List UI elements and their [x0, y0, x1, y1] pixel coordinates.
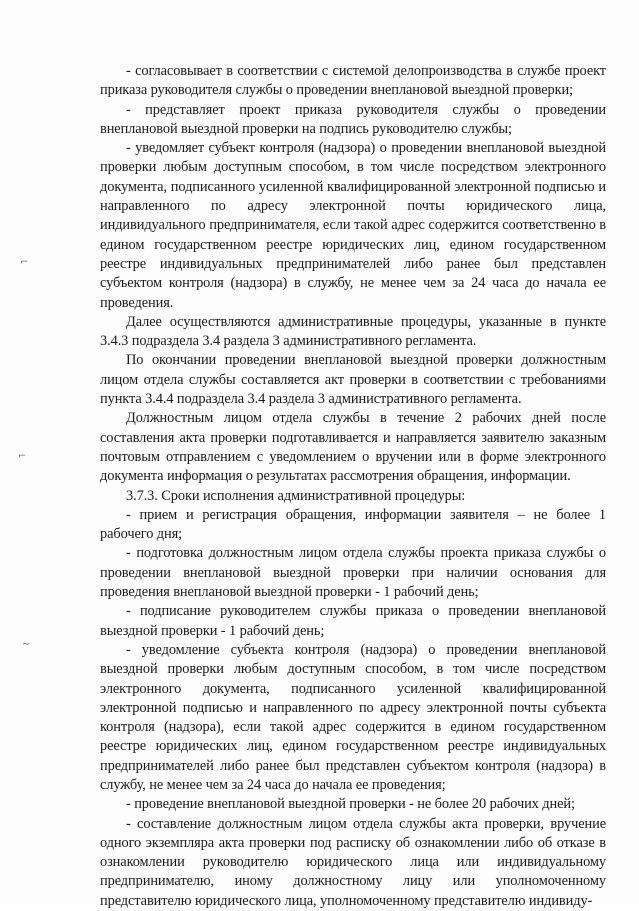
paragraph-1: - согласовывает в соответствии с системой делопроизводства в службе проект приказа руководителя службы о проведении внеплановой выездной проверки; — [100, 63, 606, 99]
margin-mark: ⌐ — [18, 451, 27, 462]
paragraph-4: Далее осуществляются административные процедуры, указанные в пункте 3.4.3 подраздела 3.4 раздела 3 административного регламента. — [100, 313, 606, 350]
document-body — [100, 62, 606, 911]
margin-mark: ~ — [22, 639, 31, 650]
paragraph-3: - уведомляет субъект контроля (надзора) о проведении внеплановой выездной проверки любым доступным способом, в том числе посредством электронного документа, подписанного усиленной квалифицированной электронной подписью и направленного по адресу электронной почты юридического лица, индивидуального предпринимателя, если такой адрес содержится соответственно в едином государственном реестре юридических лиц, едином государственном реестре индивидуальных предпринимателей либо ранее был представлен субъектом контроля (надзора) в службу, не менее чем за 24 часа до начала ее проведения. — [100, 140, 606, 311]
paragraph-8: - прием и регистрация обращения, информации заявителя – не более 1 рабочего дня; — [100, 506, 606, 543]
paragraph-13: - составление должностным лицом отдела службы акта проверки, вручение одного экземпляра акта проверки под расписку об ознакомлении либо об отказе в ознакомлении руководителю юридического лица или индивидуальному предпринимателю, иному должностному лицу или уполномоченному представителю юридического лица, уполномоченному представителю индивиду- — [100, 815, 606, 909]
paragraph-10: - подписание руководителем службы приказа о проведении внеплановой выездной проверки - 1 рабочий день; — [100, 603, 606, 639]
paragraph-12: - проведение внеплановой выездной проверки - не более 20 рабочих дней; — [126, 796, 575, 813]
paragraph-9: - подготовка должностным лицом отдела службы проекта приказа службы о проведении внеплановой выездной проверки при наличии основания для проведения внеплановой выездной проверки - 1 рабочий день; — [100, 545, 606, 601]
paragraph-11: - уведомление субъекта контроля (надзора) о проведении внеплановой выездной проверки любым доступным способом, в том числе посредством электронного документа, подписанного усиленной квалифицированной электронной подписью и направленного по адресу электронной почты субъекта контроля (надзора), если такой адрес содержится в едином государственном реестре юридических лиц, едином государственном реестре индивидуальных предпринимателей либо ранее был представлен субъектом контроля (надзора) в службу, не менее чем за 24 часа до начала ее проведения; — [100, 641, 606, 793]
paragraph-2: - представляет проект приказа руководителя службы о проведении внеплановой выездной проверки на подпись руководителю службы; — [100, 101, 606, 137]
margin-mark: ⌐ — [20, 257, 29, 268]
paragraph-6: Должностным лицом отдела службы в течение 2 рабочих дней после составления акта проверки подготавливается и направляется заявителю заказным почтовым отправлением с уведомлением о вручении или в форме электронного документа информация о результатах рассмотрения обращения, информации. — [100, 410, 606, 485]
section-heading-3-7-3: 3.7.3. Сроки исполнения административной процедуры: — [126, 487, 466, 504]
paragraph-5: По окончании проведении внеплановой выездной проверки должностным лицом отдела службы составляется акт проверки в соответствии с требованиями пункта 3.4.4 подраздела 3.4 раздела 3 административного регламента. — [100, 352, 606, 408]
